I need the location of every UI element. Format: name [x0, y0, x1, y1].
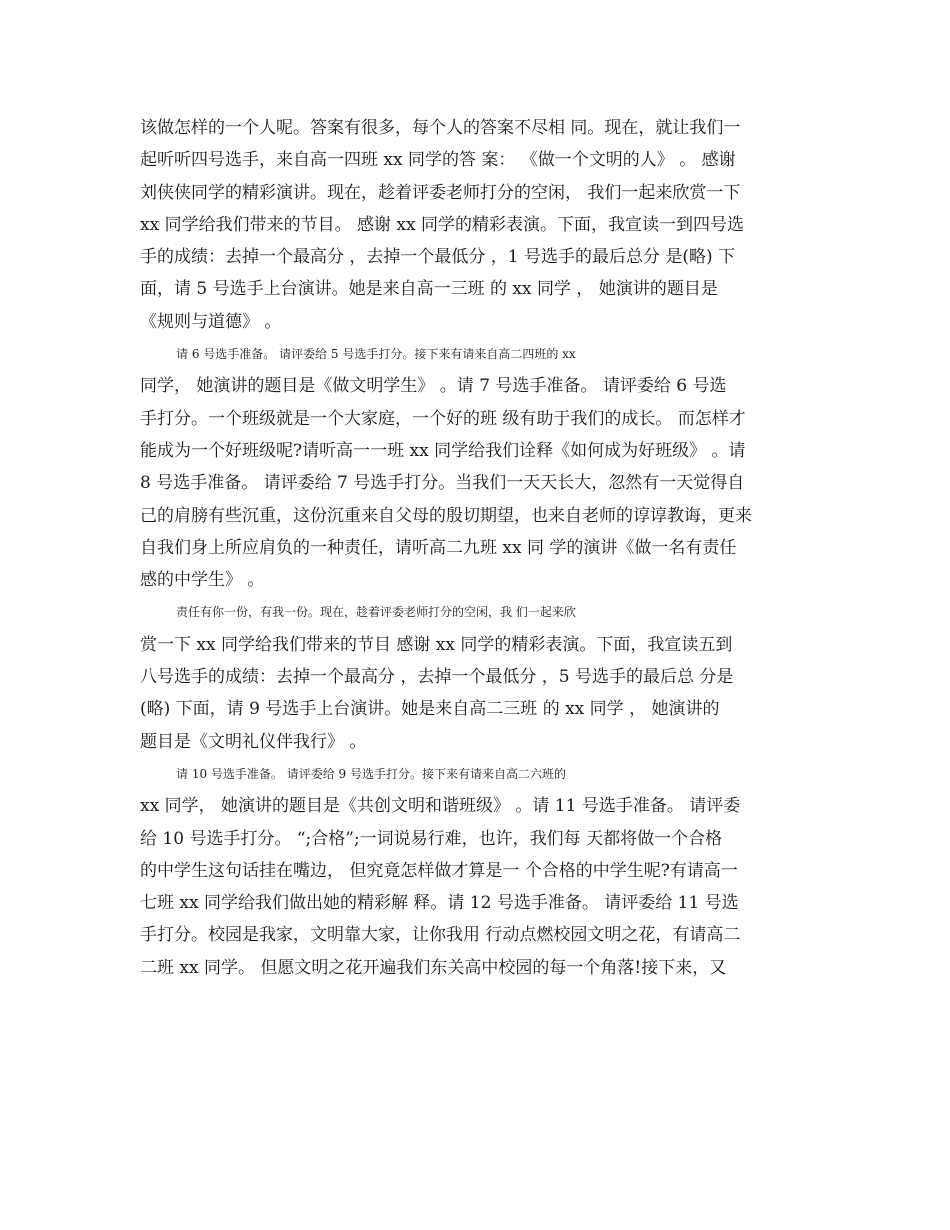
text-line: xx 同学， 她演讲的题目是《共创文明和谐班级》 。请 11 号选手准备。 请评委 [140, 796, 741, 817]
text-line: 请 10 号选手准备。 请评委给 9 号选手打分。接下来有请来自高二六班的 [176, 766, 566, 781]
text-line: xx 同学给我们带来的节目。 感谢 xx 同学的精彩表演。下面，我宣读一到四号选 [140, 214, 744, 235]
text-line: 己的肩膀有些沉重，这份沉重来自父母的殷切期望，也来自老师的谆谆教诲，更来 [140, 505, 752, 526]
text-line: 8 号选手准备。 请评委给 7 号选手打分。当我们一天天长大，忽然有一天觉得自 [140, 473, 745, 494]
text-line: 题目是《文明礼仪伴我行》 。 [140, 731, 367, 752]
document-body [140, 112, 812, 984]
text-line: 给 10 号选手打分。 “;合格”;一词说易行难，也许，我们每 天都将做一个合格 [140, 828, 723, 849]
text-line: 自我们身上所应肩负的一种责任，请听高二九班 xx 同 学的演讲《做一名有责任 [140, 537, 737, 558]
text-line: 能成为一个好班级呢?请听高一一班 xx 同学给我们诠释《如何成为好班级》 。请 [140, 440, 746, 461]
text-line: 七班 xx 同学给我们做出她的精彩解 释。请 12 号选手准备。 请评委给 11 号选 [140, 893, 739, 914]
text-line: (略) 下面，请 9 号选手上台演讲。她是来自高二三班 的 xx 同学 ， 她演讲的 [140, 699, 720, 720]
text-line: 二班 xx 同学。 但愿文明之花开遍我们东关高中校园的每一个角落!接下来，又 [140, 957, 727, 978]
text-line: 同学， 她演讲的题目是《做文明学生》 。请 7 号选手准备。 请评委给 6 号选 [140, 376, 727, 397]
text-line: 起听听四号选手，来自高一四班 xx 同学的答 案： 《做一个文明的人》 。 感谢 [140, 150, 736, 171]
text-line: 面，请 5 号选手上台演讲。她是来自高一三班 的 xx 同学 ， 她演讲的题目是 [140, 279, 718, 300]
text-line: 责任有你一份，有我一份。现在，趁着评委老师打分的空闲，我 们一起来欣 [176, 605, 576, 620]
text-line: 的中学生这句话挂在嘴边， 但究竟怎样做才算是一 个合格的中学生呢?有请高一 [140, 860, 738, 881]
text-line: 刘侠侠同学的精彩演讲。现在，趁着评委老师打分的空闲， 我们一起来欣赏一下 [140, 182, 741, 203]
text-line: 手打分。校园是我家，文明靠大家，让你我用 行动点燃校园文明之花，有请高二 [140, 925, 741, 946]
text-line: 《规则与道德》 。 [140, 311, 282, 332]
text-line: 手打分。一个班级就是一个大家庭，一个好的班 级有助于我们的成长。 而怎样才 [140, 408, 746, 429]
text-line: 八号选手的成绩：去掉一个最高分 ，去掉一个最低分 ，5 号选手的最后总 分是 [140, 667, 734, 688]
text-line: 感的中学生》 。 [140, 570, 265, 591]
text-line: 请 6 号选手准备。 请评委给 5 号选手打分。接下来有请来自高二四班的 xx [176, 347, 576, 362]
text-line: 该做怎样的一个人呢。答案有很多，每个人的答案不尽相 同。现在，就让我们一 [140, 118, 741, 138]
text-line: 赏一下 xx 同学给我们带来的节目 感谢 xx 同学的精彩表演。下面，我宣读五到 [140, 634, 733, 655]
text-line: 手的成绩：去掉一个最高分 ，去掉一个最低分 ，1 号选手的最后总分 是(略) 下 [140, 247, 736, 268]
